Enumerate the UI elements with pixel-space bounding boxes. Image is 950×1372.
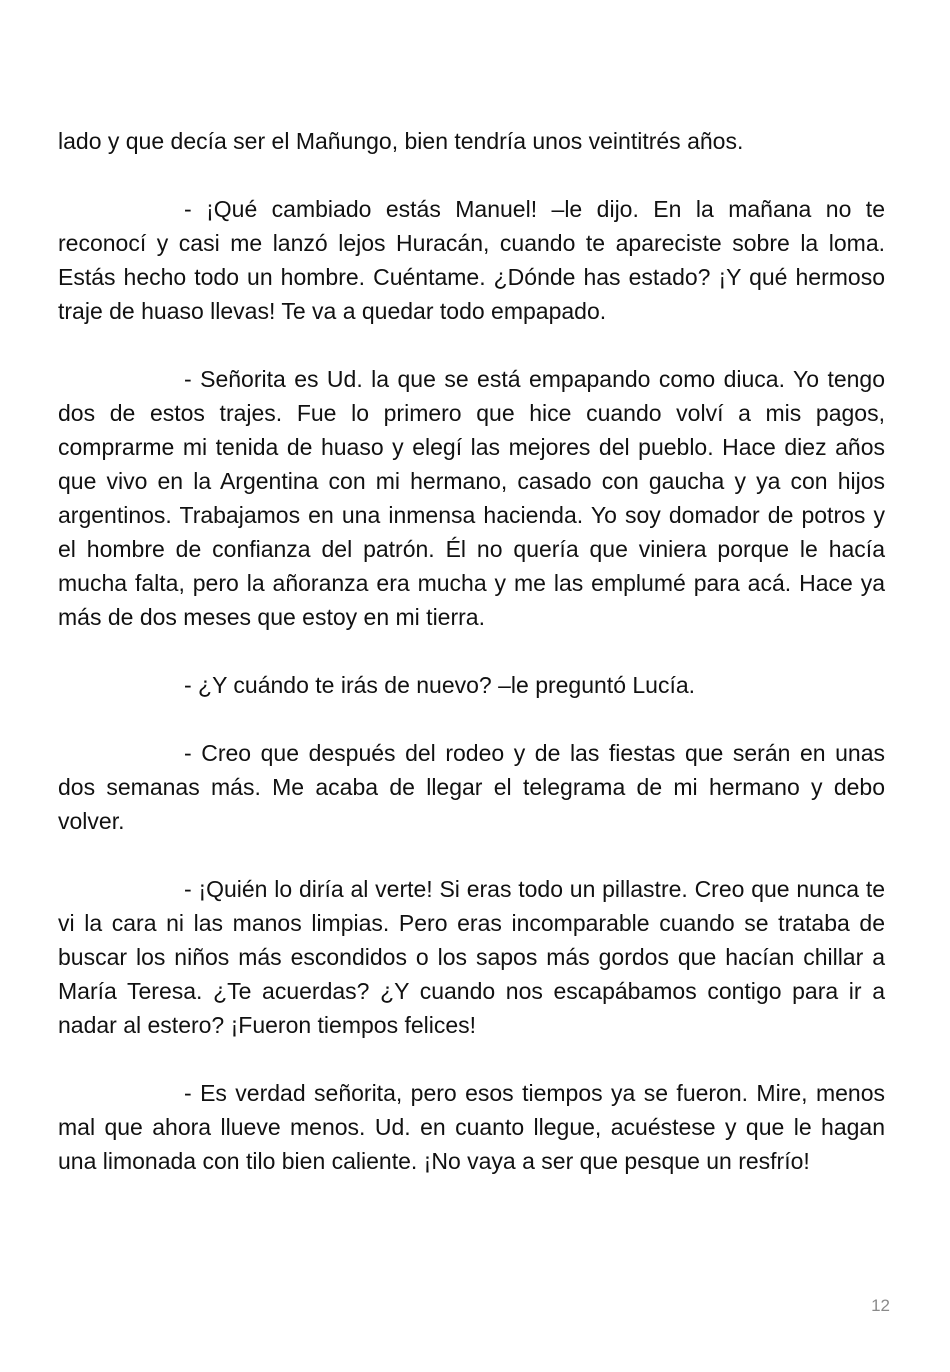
page-body: [58, 124, 885, 1212]
paragraph-dialogue: - ¿Y cuándo te irás de nuevo? –le preguntó Lucía.: [184, 672, 696, 698]
paragraph-dialogue: - Creo que después del rodeo y de las fiestas que serán en unas dos semanas más. Me acaba de llegar el telegrama de mi hermano y debo volver.: [58, 740, 885, 834]
paragraph-dialogue: - Señorita es Ud. la que se está empapando como diuca. Yo tengo dos de estos trajes. Fue lo primero que hice cuando volví a mis pagos, comprarme mi tenida de huaso y elegí las mejores del pueblo. Hace diez años que vivo en la Argentina con mi hermano, casado con gaucha y ya con hijos argentinos. Trabajamos en una inmensa hacienda. Yo soy domador de potros y el hombre de confianza del patrón. Él no quería que viniera porque le hacía mucha falta, pero la añoranza era mucha y me las emplumé para acá. Hace ya más de dos meses que estoy en mi tierra.: [58, 366, 885, 630]
paragraph-dialogue: - ¡Quién lo diría al verte! Si eras todo un pillastre. Creo que nunca te vi la cara ni las manos limpias. Pero eras incomparable cuando se trataba de buscar los niños más escondidos o los sapos más gordos que hacían chillar a María Teresa. ¿Te acuerdas? ¿Y cuando nos escapábamos contigo para ir a nadar al estero? ¡Fueron tiempos felices!: [58, 876, 885, 1038]
paragraph-dialogue: - ¡Qué cambiado estás Manuel! –le dijo. En la mañana no te reconocí y casi me lanzó lejos Huracán, cuando te apareciste sobre la loma. Estás hecho todo un hombre. Cuéntame. ¿Dónde has estado? ¡Y qué hermoso traje de huaso llevas! Te va a quedar todo empapado.: [58, 196, 885, 324]
paragraph-continuation: lado y que decía ser el Mañungo, bien tendría unos veintitrés años.: [58, 128, 744, 154]
paragraph-dialogue: - Es verdad señorita, pero esos tiempos ya se fueron. Mire, menos mal que ahora llueve menos. Ud. en cuanto llegue, acuéstese y que le hagan una limonada con tilo bien caliente. ¡No vaya a ser que pesque un resfrío!: [58, 1080, 885, 1174]
page-number: 12: [871, 1296, 890, 1315]
